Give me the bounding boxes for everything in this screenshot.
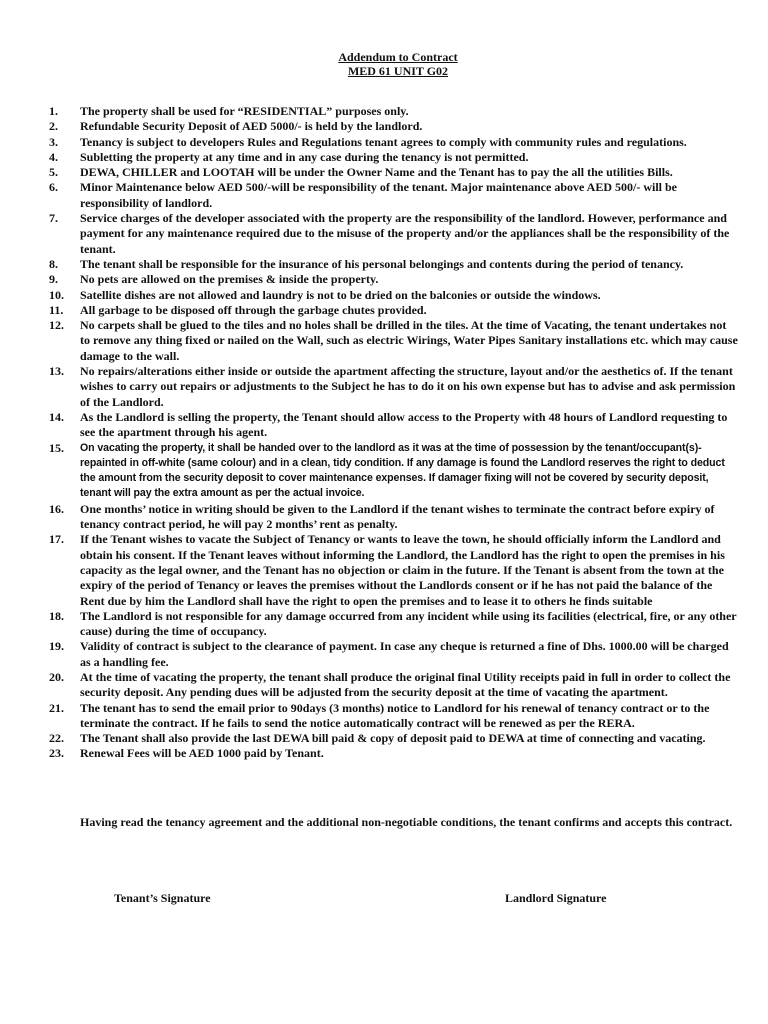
clause-11 [49, 303, 739, 318]
clause-number: 13. [49, 364, 64, 379]
clause-21 [49, 701, 739, 732]
clause-10 [49, 288, 739, 303]
clause-text: On vacating the property, it shall be handed over to the landlord as it was at the time of possession by the tenant/occupant(s)-repainted in off-white (same colour) and in a clean, tidy condition. If any damage is found the Landlord reserves the right to deduct the amount from the security deposit to cover maintenance expenses. If damager fixing will not be covered by security deposit, tenant will pay the extra amount as per the actual invoice. [80, 441, 725, 500]
title-line-2: MED 61 UNIT G02 [347, 64, 449, 78]
clause-1 [49, 104, 739, 119]
clause-8 [49, 257, 739, 272]
clause-number: 10. [49, 287, 64, 302]
clause-23 [49, 746, 739, 761]
clause-18 [49, 609, 739, 640]
clause-22 [49, 731, 739, 746]
clause-text: Renewal Fees will be AED 1000 paid by Tenant. [80, 746, 324, 761]
clause-text: Subletting the property at any time and in any case during the tenancy is not permitted. [80, 149, 529, 164]
tenant-signature-label: Tenant’s Signature [114, 891, 211, 905]
clause-text: Tenancy is subject to developers Rules and Regulations tenant agrees to comply with community rules and regulations. [80, 134, 687, 149]
clause-text: Satellite dishes are not allowed and laundry is not to be dried on the balconies or outside the windows. [80, 287, 601, 302]
clause-number: 5. [49, 165, 58, 180]
clause-text: At the time of vacating the property, the tenant shall produce the original final Utility receipts paid in full in order to collect the security deposit. Any pending dues will be adjusted from the security deposit at the time of vacating the apartment. [80, 669, 731, 700]
clause-number: 15. [49, 440, 64, 455]
clause-20 [49, 670, 739, 701]
clause-text: Service charges of the developer associated with the property are the responsibility of the landlord. However, performance and payment for any maintenance required due to the misuse of the property and/or the appliances shall be the responsibility of the tenant. [80, 211, 730, 256]
clause-number: 2. [49, 119, 58, 134]
clause-number: 14. [49, 409, 64, 424]
clause-text: Refundable Security Deposit of AED 5000/- is held by the landlord. [80, 119, 423, 134]
clause-number: 8. [49, 256, 58, 271]
clause-text: All garbage to be disposed off through the garbage chutes provided. [80, 302, 427, 317]
clause-text: No repairs/alterations either inside or outside the apartment affecting the structure, layout and/or the aesthetics of. If the tenant wishes to carry out repairs or adjustments to the Subject he has to do it on his own expense but has to advise and ask permission of the Landlord. [80, 364, 736, 409]
clause-number: 20. [49, 669, 64, 684]
clause-number: 18. [49, 608, 64, 623]
clause-number: 9. [49, 272, 58, 287]
clause-number: 4. [49, 149, 58, 164]
landlord-signature-label: Landlord Signature [505, 891, 607, 905]
clause-19 [49, 639, 739, 670]
clause-number: 11. [49, 302, 64, 317]
clause-text: The Tenant shall also provide the last DEWA bill paid & copy of deposit paid to DEWA at time of connecting and vacating. [80, 731, 706, 746]
clause-5 [49, 165, 739, 180]
clause-7 [49, 211, 739, 257]
clause-16 [49, 502, 739, 533]
clause-number: 21. [49, 700, 64, 715]
clause-text: No carpets shall be glued to the tiles and no holes shall be drilled in the tiles. At the time of Vacating, the tenant undertakes not to remove any thing fixed or nailed on the Wall, such as electric Wirings, Water Pipes Sanitary installations etc. which may cause damage to the wall. [80, 318, 738, 363]
clause-2 [49, 119, 739, 134]
clause-text: The tenant has to send the email prior to 90days (3 months) notice to Landlord for his renewal of tenancy contract or to the terminate the contract. If he fails to send the notice automatically contract will be renewed as per the RERA. [80, 700, 710, 730]
clause-number: 12. [49, 318, 64, 333]
clause-number: 3. [49, 134, 58, 149]
clause-text: No pets are allowed on the premises & inside the property. [80, 272, 379, 287]
clause-text: The Landlord is not responsible for any damage occurred from any incident while using its facilities (electrical, fire, or any other cause) during the time of occupancy. [80, 608, 737, 639]
clause-text: One months’ notice in writing should be given to the Landlord if the tenant wishes to terminate the contract before expiry of tenancy contract period, he will pay 2 months’ rent as penalty. [80, 501, 715, 532]
clause-number: 16. [49, 501, 64, 516]
clause-list [49, 104, 739, 762]
clause-3 [49, 135, 739, 150]
clause-9 [49, 272, 739, 287]
clause-6 [49, 180, 739, 211]
clause-text: If the Tenant wishes to vacate the Subject of Tenancy or wants to leave the town, he should officially inform the Landlord and obtain his consent. If the Tenant leaves without informing the Landlord, the Landlord has the right to open the premises in his capacity as the legal owner, and the Tenant has no objection or claim in the future. If the Tenant is absent from the town at the expiry of the period of Tenancy or leaves the premises without the Landlords consent or if he has not paid the balance of the Rent due by him the Landlord shall have the right to open the premises and to lease it to others he finds suitable [80, 532, 725, 608]
clause-number: 1. [49, 104, 58, 118]
clause-number: 22. [49, 731, 64, 746]
clause-4 [49, 150, 739, 165]
clause-number: 6. [49, 180, 58, 195]
clause-17 [49, 532, 739, 608]
clause-text: Validity of contract is subject to the clearance of payment. In case any cheque is returned a fine of Dhs. 1000.00 will be charged as a handling fee. [80, 639, 729, 669]
clause-14 [49, 410, 739, 441]
clause-text: The property shall be used for “RESIDENTIAL” purposes only. [80, 104, 409, 118]
clause-12 [49, 318, 739, 364]
document-title [0, 50, 768, 78]
clause-text: As the Landlord is selling the property, the Tenant should allow access to the Property with 48 hours of Landlord requesting to see the apartment through his agent. [80, 409, 728, 440]
clause-number: 23. [49, 746, 64, 761]
clause-number: 19. [49, 639, 64, 654]
clause-15 [49, 441, 739, 502]
closing-statement: Having read the tenancy agreement and the additional non-negotiable conditions, the tenant confirms and accepts this contract. [80, 815, 733, 829]
clause-number: 17. [49, 532, 64, 547]
clause-13 [49, 364, 739, 410]
clause-text: The tenant shall be responsible for the insurance of his personal belongings and contents during the period of tenancy. [80, 256, 684, 271]
clause-text: Minor Maintenance below AED 500/-will be responsibility of the tenant. Major maintenance above AED 500/- will be responsibility of landlord. [80, 180, 677, 210]
title-line-1: Addendum to Contract [338, 50, 458, 64]
clause-number: 7. [49, 211, 58, 226]
clause-text: DEWA, CHILLER and LOOTAH will be under the Owner Name and the Tenant has to pay the all the utilities Bills. [80, 165, 673, 180]
